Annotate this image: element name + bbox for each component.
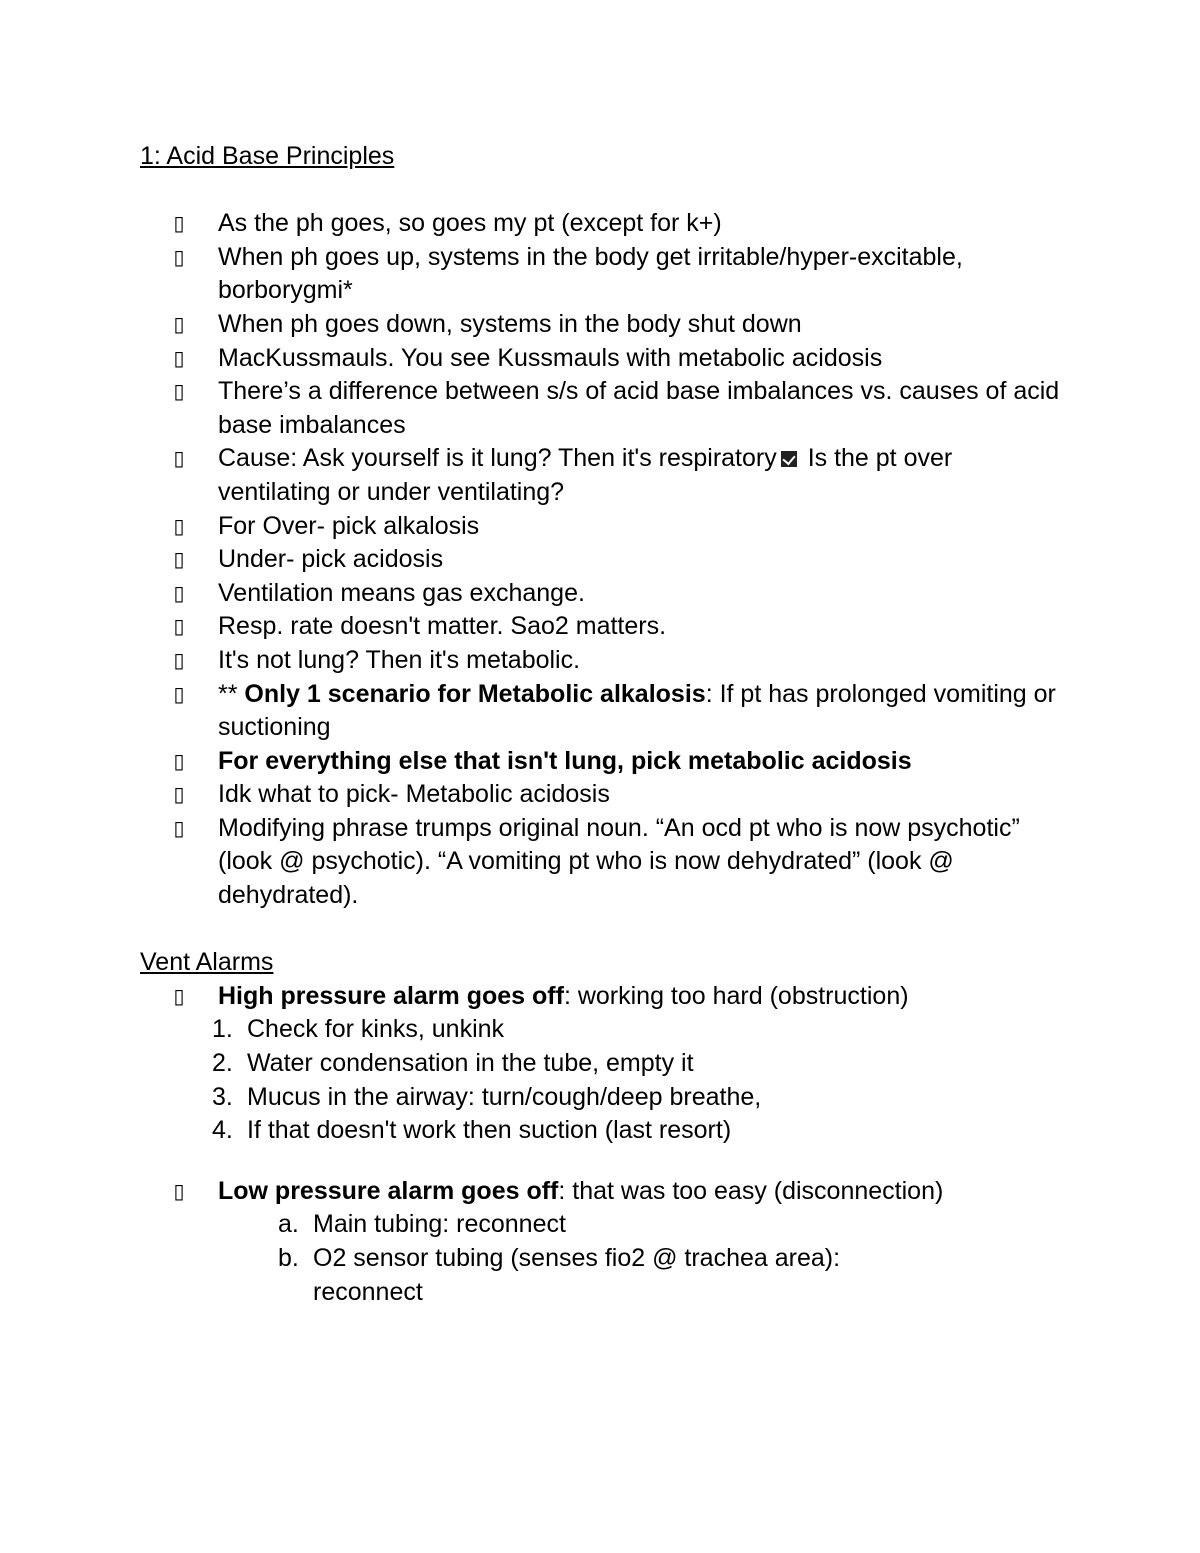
list-item: ▯ MacKussmauls. You see Kussmauls with metabolic acidosis <box>140 342 1070 376</box>
bullet-icon: ▯ <box>173 446 185 471</box>
low-pressure-list <box>140 1175 1070 1209</box>
bullet-icon: ▯ <box>173 1178 185 1203</box>
bullet-icon: ▯ <box>173 311 185 336</box>
list-item: ▯ When ph goes down, systems in the body shut down <box>140 308 1070 342</box>
bullet-icon: ▯ <box>173 244 185 269</box>
high-pressure-list <box>140 980 1070 1014</box>
list-item: 2. Water condensation in the tube, empty it <box>212 1049 694 1078</box>
bullet-icon: ▯ <box>173 983 185 1008</box>
list-item: ▯ Modifying phrase trumps original noun. “An ocd pt who is now psychotic” (look @ psychotic). “A vomiting pt who is now dehydrated” (look @ dehydrated). <box>173 813 1020 910</box>
list-item: 1. Check for kinks, unkink <box>212 1015 505 1044</box>
bullet-icon: ▯ <box>173 782 185 807</box>
acid-base-list <box>140 207 1070 912</box>
spacer <box>140 174 1070 208</box>
bullet-icon: ▯ <box>173 513 185 538</box>
list-item: ▯ For everything else that isn't lung, pick metabolic acidosis <box>140 745 1070 779</box>
bullet-icon: ▯ <box>173 345 185 370</box>
list-item: ▯ ** Only 1 scenario for Metabolic alkalosis: If pt has prolonged vomiting or suctioning <box>173 679 1056 742</box>
bullet-icon: ▯ <box>173 211 185 236</box>
list-item: ▯ Cause: Ask yourself is it lung? Then it's respiratory Is the pt over ventilating or under ventilating? <box>173 444 953 506</box>
spacer <box>140 1148 1070 1175</box>
bullet-icon: ▯ <box>173 547 185 572</box>
list-item: ▯ For Over- pick alkalosis <box>140 510 1070 544</box>
list-item: ▯ Resp. rate doesn't matter. Sao2 matters. <box>140 610 1070 644</box>
list-item: ▯ Ventilation means gas exchange. <box>140 577 1070 611</box>
high-pressure-steps <box>140 1013 1070 1147</box>
bullet-icon: ▯ <box>173 748 185 773</box>
list-item: ▯ Under- pick acidosis <box>140 543 1070 577</box>
list-item: ▯ Idk what to pick- Metabolic acidosis <box>140 778 1070 812</box>
section-title-acid-base: 1: Acid Base Principles <box>140 142 395 170</box>
bullet-icon: ▯ <box>173 681 185 706</box>
document-page <box>140 140 1070 1309</box>
list-item: ▯ It's not lung? Then it's metabolic. <box>140 644 1070 678</box>
list-item: ▯ As the ph goes, so goes my pt (except for k+) <box>140 207 1070 241</box>
spacer <box>140 913 1070 947</box>
check-box-icon <box>781 451 797 467</box>
bullet-icon: ▯ <box>173 580 185 605</box>
bullet-icon: ▯ <box>173 379 185 404</box>
bullet-icon: ▯ <box>173 614 185 639</box>
list-item: ▯ When ph goes up, systems in the body get irritable/hyper-excitable, borborygmi* <box>173 242 963 305</box>
list-item: 3. Mucus in the airway: turn/cough/deep breathe, <box>212 1082 762 1111</box>
low-pressure-steps <box>140 1208 1070 1309</box>
list-item: ▯ Low pressure alarm goes off: that was too easy (disconnection) <box>140 1175 1070 1209</box>
list-item: a. Main tubing: reconnect <box>278 1210 566 1239</box>
list-item: ▯ There’s a difference between s/s of acid base imbalances vs. causes of acid base imbalances <box>173 377 1060 439</box>
bullet-icon: ▯ <box>173 815 185 840</box>
section-title-vent-alarms: Vent Alarms <box>140 948 274 977</box>
list-item: b. O2 sensor tubing (senses fio2 @ trachea area): reconnect <box>278 1244 841 1306</box>
list-item: 4. If that doesn't work then suction (last resort) <box>212 1116 732 1145</box>
list-item: ▯ High pressure alarm goes off: working too hard (obstruction) <box>140 980 1070 1014</box>
bullet-icon: ▯ <box>173 647 185 672</box>
